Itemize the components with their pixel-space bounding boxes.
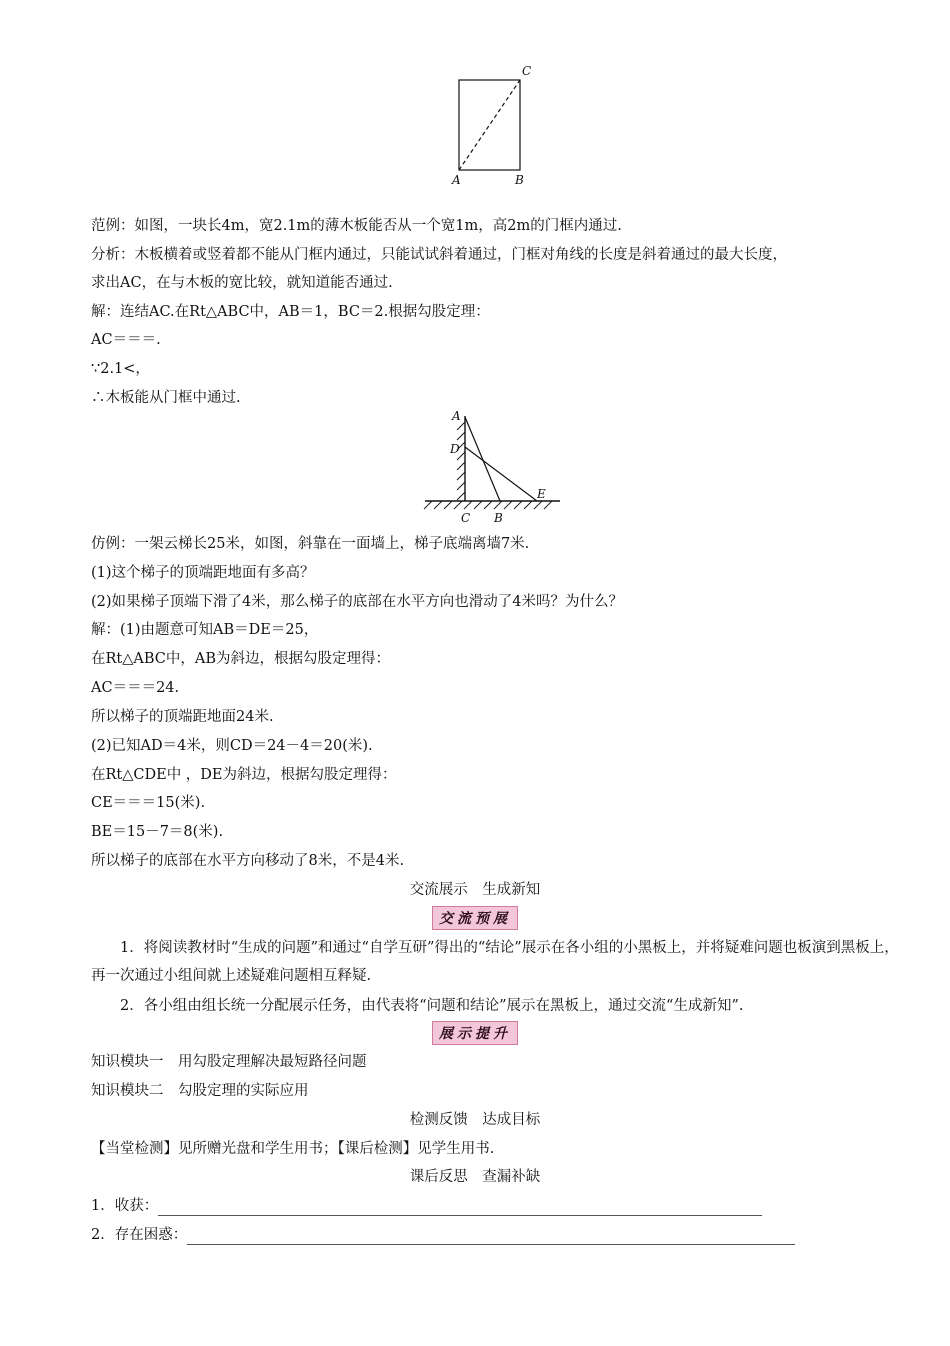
- reflect-item-2-label: 2．存在困惑：: [91, 1227, 188, 1243]
- exchange-item-1: 1．将阅读教材时“生成的问题”和通过“自学互研”得出的“结论”展示在各小组的小黑板上，并将疑难问题也板演到黑板上，再一次通过小组间就上述疑难问题相互释疑.: [91, 940, 899, 984]
- check-heading: 检测反馈 达成目标: [409, 1112, 541, 1128]
- diagonal-ac: [459, 80, 520, 170]
- exchange-item-2: 2．各小组由组长统一分配展示任务，由代表将“问题和结论”展示在黑板上，通过交流“生成新知”.: [120, 998, 744, 1014]
- imitation-s6: 在Rt△CDE中 ，DE为斜边，根据勾股定理得：: [91, 767, 397, 783]
- imitation-q2: (2)如果梯子顶端下滑了4米，那么梯子的底部在水平方向也滑动了4米吗？为什么？: [91, 594, 623, 610]
- imitation-q1: (1)这个梯子的顶端距地面有多高？: [91, 565, 315, 581]
- ladder-de: [465, 447, 537, 501]
- imitation-s1: 解：(1)由题意可知AB＝DE＝25，: [91, 622, 319, 638]
- reflect-heading: 课后反思 查漏补缺: [409, 1169, 541, 1185]
- label-d: D: [450, 442, 460, 456]
- reflect-item-1-label: 1．收获：: [91, 1198, 159, 1214]
- label-a: A: [452, 173, 461, 187]
- example-problem: 范例：如图，一块长4m，宽2.1m的薄木板能否从一个宽1m，高2m的门框内通过.: [91, 218, 622, 234]
- confusion-blank[interactable]: [187, 1230, 795, 1245]
- door-frame-figure: [440, 60, 550, 190]
- ground-hatching: [424, 501, 552, 509]
- label-a: A: [452, 409, 461, 423]
- harvest-blank[interactable]: [158, 1201, 762, 1216]
- example-solution-4: ∴木板能从门框中通过.: [91, 390, 241, 406]
- wall-hatching: [457, 422, 465, 500]
- label-e: E: [537, 487, 546, 501]
- example-analysis-2: 求出AC，在与木板的宽比较，就知道能否通过.: [91, 275, 393, 291]
- imitation-s8: BE＝15－7＝8(米).: [91, 824, 224, 840]
- example-solution-2: AC＝＝＝.: [91, 332, 161, 348]
- label-b: B: [494, 511, 503, 525]
- imitation-s2: 在Rt△ABC中，AB为斜边，根据勾股定理得：: [91, 651, 391, 667]
- ladder-ab: [465, 417, 500, 501]
- exchange-heading: 交流展示 生成新知: [409, 882, 541, 898]
- imitation-s4: 所以梯子的顶端距地面24米.: [91, 709, 274, 725]
- reflect-item-2: [91, 1225, 795, 1245]
- imitation-s3: AC＝＝＝24.: [91, 680, 180, 696]
- reflect-item-1: [91, 1196, 762, 1216]
- label-c: C: [522, 64, 532, 78]
- example-analysis-1: 分析：木板横着或竖着都不能从门框内通过，只能试试斜着通过，门框对角线的长度是斜着通过的最大长度，: [91, 247, 787, 263]
- ladder-figure: [420, 408, 570, 528]
- knowledge-module-1: 知识模块一 用勾股定理解决最短路径问题: [91, 1054, 367, 1070]
- label-c: C: [461, 511, 471, 525]
- show-badge: 展示提升: [432, 1021, 518, 1045]
- imitation-problem: 仿例：一架云梯长25米，如图，斜靠在一面墙上，梯子底端离墙7米.: [91, 536, 530, 552]
- knowledge-module-2: 知识模块二 勾股定理的实际应用: [91, 1083, 309, 1099]
- exchange-badge: 交流预展: [432, 906, 518, 930]
- label-b: B: [515, 173, 524, 187]
- example-solution-3: ∵2.1<，: [91, 361, 150, 377]
- check-text: 【当堂检测】见所赠光盘和学生用书；【课后检测】见学生用书.: [91, 1141, 495, 1157]
- imitation-s7: CE＝＝＝15(米).: [91, 795, 206, 811]
- imitation-s9: 所以梯子的底部在水平方向移动了8米，不是4米.: [91, 853, 405, 869]
- example-solution-1: 解：连结AC.在Rt△ABC中，AB＝1，BC＝2.根据勾股定理：: [91, 304, 490, 320]
- imitation-s5: (2)已知AD＝4米，则CD＝24－4＝20(米).: [91, 738, 373, 754]
